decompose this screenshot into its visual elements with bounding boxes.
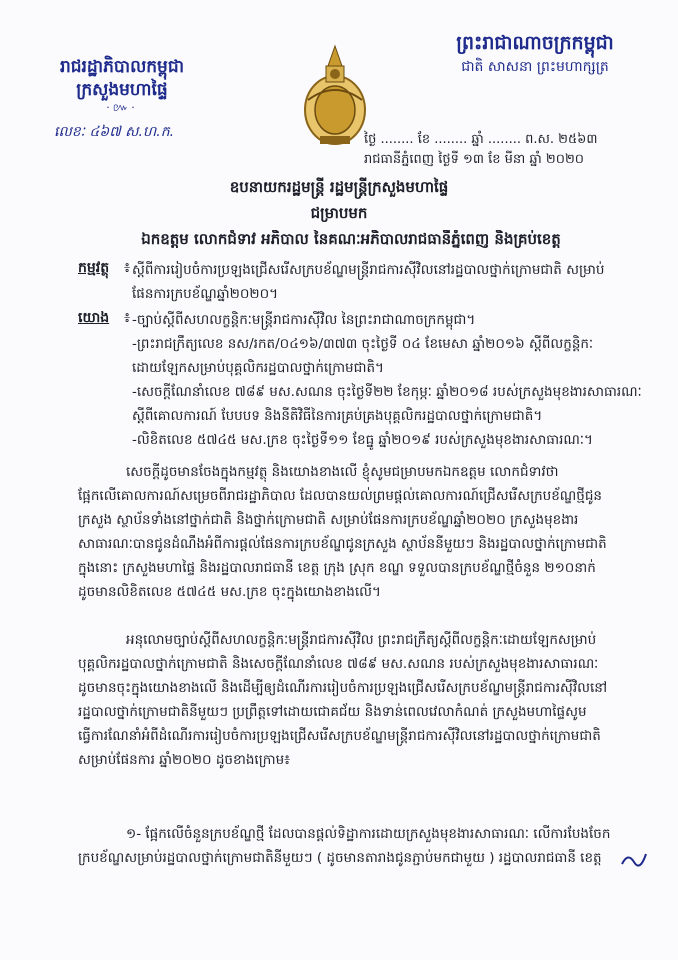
national-motto: ជាតិ សាសនា ព្រះមហាក្សត្រ bbox=[461, 59, 609, 75]
recipient-title: ឯកឧត្តម លោកជំទាវ អភិបាល នៃគណៈអភិបាលរាជធានីភ្នំពេញ និងគ្រប់ខេត្ត bbox=[141, 230, 561, 248]
paragraph-line: រដ្ឋបាលថ្នាក់ក្រោមជាតិនីមួយៗ ប្រព្រឹត្តទៅដោយជោគជ័យ និងទាន់ពេលវេលាកំណត់ ក្រសួងមហាផ្ទៃសូម bbox=[78, 704, 587, 720]
kingdom-letterhead bbox=[420, 30, 650, 78]
reference-line: -លិខិតលេខ ៥៧៤៥ មស.ក្រខ ចុះថ្ងៃទី១១ ខែធ្នូ ឆ្នាំ២០១៩ របស់ក្រសួងមុខងារសាធារណៈ។ bbox=[132, 432, 593, 448]
subject-label: កម្មវត្ថុ bbox=[78, 260, 110, 276]
references-label: យោង bbox=[78, 310, 110, 326]
subject-line: ស្តីពីការរៀបចំការប្រឡងជ្រើសរើសក្របខ័ណ្ឌមន្ត្រីរាជការស៊ីវិលនៅរដ្ឋបាលថ្នាក់ក្រោមជាតិ សម្រាប់ bbox=[132, 262, 605, 278]
lunar-date: ថ្ងៃ ........ ខែ ........ ឆ្នាំ ........ ព.ស. ២៥៦៣ bbox=[364, 132, 598, 147]
handwritten-initial-icon bbox=[620, 850, 648, 868]
paragraph-line: ដូចមានចុះក្នុងយោងខាងលើ និងដើម្បីឲ្យដំណើរការរៀបចំការប្រឡងជ្រើសរើសក្របខ័ណ្ឌមន្ត្រីរាជការស៊ីវិលនៅ bbox=[78, 680, 608, 696]
reference-line: -សេចក្តីណែនាំលេខ ៧៨៩ មស.សណន ចុះថ្ងៃទី២២ ខែកុម្ភៈ ឆ្នាំ២០១៨ របស់ក្រសួងមុខងារសាធារណៈ bbox=[132, 384, 642, 400]
reference-line: ស្តីពីគោលការណ៍ បែបបទ និងនីតិវិធីនៃការគ្រប់គ្រងបុគ្គលិករដ្ឋបាលថ្នាក់ក្រោមជាតិ។ bbox=[132, 408, 543, 424]
paragraph-line: ដូចមានលិខិតលេខ ៥៧៤៥ មស.ក្រខ ចុះក្នុងយោងខាងលើ។ bbox=[78, 584, 381, 600]
paragraph-line: អនុលោមច្បាប់ស្តីពីសហលក្ខន្តិកៈមន្ត្រីរាជការស៊ីវិល ព្រះរាជក្រឹត្យស្តីពីលក្ខន្តិកៈដោយឡែកសម្រាប់ bbox=[126, 632, 597, 648]
paragraph-line: បុគ្គលិករដ្ឋបាលថ្នាក់ក្រោមជាតិ និងសេចក្តីណែនាំលេខ ៧៨៩ មស.សណន របស់ក្រសួងមុខងារសាធារណៈ bbox=[78, 656, 599, 672]
body-paragraph-2 bbox=[78, 628, 658, 772]
ministry-letterhead bbox=[42, 56, 202, 114]
paragraph-line: ក្នុងនោះ ក្រសួងមហាផ្ទៃ និងរដ្ឋបាលរាជធានី ខេត្ត ក្រុង ស្រុក ខណ្ឌ ទទួលបានក្របខ័ណ្ឌថ្មីចំនួន ២១០នាក់ bbox=[78, 560, 596, 576]
body-paragraph-1 bbox=[78, 460, 658, 604]
reference-line: ដោយឡែកសម្រាប់បុគ្គលិករដ្ឋបាលថ្នាក់ក្រោមជាតិ។ bbox=[132, 360, 384, 376]
paragraph-line: ១- ផ្អែកលើចំនួនក្របខ័ណ្ឌថ្មី ដែលបានផ្តល់ទិដ្ឋាការដោយក្រសួងមុខងារសាធារណៈ លើការបែងចែក bbox=[126, 826, 611, 842]
subject-colon: ៖ bbox=[124, 260, 131, 276]
references-list bbox=[132, 308, 652, 452]
government-name: រាជរដ្ឋាភិបាលកម្ពុជា bbox=[59, 57, 185, 77]
paragraph-line: ផ្អែកលើគោលការណ៍សម្រេចពីរាជរដ្ឋាភិបាល ដែលបានយល់ព្រមផ្តល់គោលការណ៍ជ្រើសរើសក្របខ័ណ្ឌថ្មីជូន bbox=[78, 488, 602, 504]
sender-title: ឧបនាយករដ្ឋមន្ត្រី រដ្ឋមន្ត្រីក្រសួងមហាផ្ទៃ bbox=[229, 178, 449, 196]
royal-emblem-icon bbox=[296, 40, 374, 150]
paragraph-line: ក្រសួង ស្ថាប័នទាំងនៅថ្នាក់ជាតិ និងថ្នាក់ក្រោមជាតិ សម្រាប់ផែនការក្របខ័ណ្ឌឆ្នាំ២០២០ ក្រសួងមុខងារ bbox=[78, 512, 579, 528]
ornament-divider: ·៚· bbox=[106, 101, 138, 114]
paragraph-line: សម្រាប់ផែនការ ឆ្នាំ២០២០ ដូចខាងក្រោម៖ bbox=[78, 752, 291, 768]
subject-line: ផែនការក្របខ័ណ្ឌឆ្នាំ២០២០។ bbox=[132, 286, 279, 302]
paragraph-line: ក្របខ័ណ្ឌសម្រាប់រដ្ឋបាលថ្នាក់ក្រោមជាតិនីមួយៗ ( ដូចមានតារាងជូនភ្ជាប់មកជាមួយ ) រដ្ឋបាលរាជធានី ខេត្ត bbox=[78, 850, 602, 866]
reference-line: -ច្បាប់ស្តីពីសហលក្ខន្តិកៈមន្ត្រីរាជការស៊ីវិល នៃព្រះរាជាណាចក្រកម្ពុជា។ bbox=[132, 312, 476, 328]
salutation: ជម្រាបមក bbox=[310, 204, 368, 222]
reference-line: -ព្រះរាជក្រឹត្យលេខ នស/រកត/០៤១៦/៣៧៣ ចុះថ្ងៃទី ០៤ ខែមេសា ឆ្នាំ២០១៦ ស្តីពីលក្ខន្តិកៈ bbox=[132, 336, 594, 352]
paragraph-line: សេចក្តីដូចមានចែងក្នុងកម្មវត្ថុ និងយោងខាងលើ ខ្ញុំសូមជម្រាបមកឯកឧត្តម លោកជំទាវថា bbox=[126, 464, 559, 480]
kingdom-name: ព្រះរាជាណាចក្រកម្ពុជា bbox=[456, 32, 614, 54]
solar-date: រាជធានីភ្នំពេញ ថ្ងៃទី ១៣ ខែ មីនា ឆ្នាំ ២០២០ bbox=[364, 152, 584, 167]
body-paragraph-3 bbox=[78, 822, 658, 870]
subject-text bbox=[132, 258, 652, 306]
ministry-name: ក្រសួងមហាផ្ទៃ bbox=[76, 80, 168, 100]
reference-number: លេខៈ ៤៦៧ ស.ហ.ក. bbox=[54, 124, 175, 140]
references-colon: ៖ bbox=[124, 310, 131, 326]
paragraph-line: សាធារណៈបានជូនដំណឹងអំពីការផ្តល់ផែនការក្របខ័ណ្ឌជូនក្រសួង ស្ថាប័ននីមួយៗ និងរដ្ឋបាលថ្នាក់ក្រោមជាតិ bbox=[78, 536, 607, 552]
date-block bbox=[364, 130, 664, 170]
paragraph-line: ធ្វើការណែនាំអំពីដំណើរការរៀបចំការប្រឡងជ្រើសរើសក្របខ័ណ្ឌមន្ត្រីរាជការស៊ីវិលនៅរដ្ឋបាលថ្នាក់ក្រោមជាតិ bbox=[78, 728, 601, 744]
